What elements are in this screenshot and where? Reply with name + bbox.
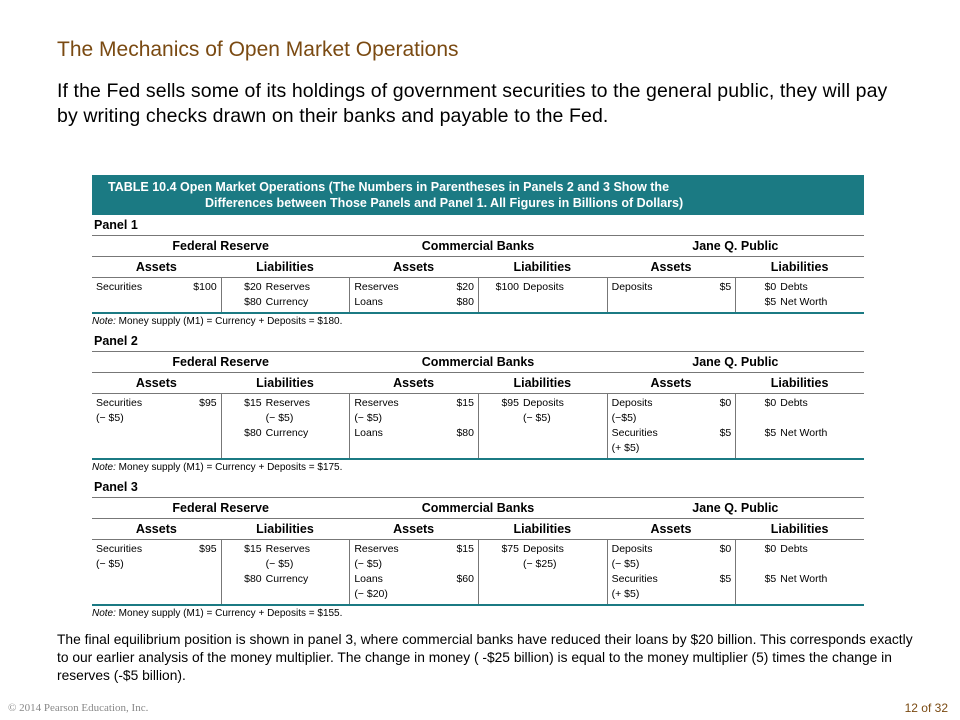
entry-label: Debts: [780, 397, 808, 409]
entry-amount: $5: [719, 573, 732, 585]
entry-amount: $0: [764, 397, 777, 409]
column-fed-assets: [92, 278, 221, 312]
side-header: Assets: [393, 522, 435, 536]
side-header: Assets: [650, 522, 692, 536]
entry-amount: $95: [199, 543, 217, 555]
entry-label: Loans: [354, 427, 383, 439]
entry-line: [612, 572, 732, 587]
entry-label: Reserves: [354, 543, 399, 555]
entry-line: [354, 572, 474, 587]
entry-label: Net Worth: [780, 573, 828, 585]
entry-line: [612, 426, 732, 441]
entry-line: [96, 280, 217, 295]
column-fed-assets: [92, 394, 221, 458]
side-header: Liabilities: [770, 522, 829, 536]
side-header: Liabilities: [770, 260, 829, 274]
entry-label: Deposits: [522, 397, 564, 409]
entry-amount: $15: [244, 543, 262, 555]
entry-line: [483, 542, 603, 557]
column-bank-liab: [478, 278, 607, 312]
entry-label: (− $5): [611, 558, 640, 570]
entry-label: Reserves: [265, 281, 311, 293]
group-header: Federal Reserve: [172, 501, 269, 515]
side-header-row: [92, 257, 864, 278]
side-header-row: [92, 373, 864, 394]
entry-label: (+ $5): [611, 442, 640, 454]
entry-line: [226, 295, 346, 310]
copyright: © 2014 Pearson Education, Inc.: [8, 702, 149, 714]
note-label: Note:: [92, 608, 116, 619]
entry-amount: $5: [764, 296, 777, 308]
entry-line: [612, 396, 732, 411]
note-text: Money supply (M1) = Currency + Deposits = $175.: [115, 462, 343, 473]
group-header-row: [92, 235, 864, 257]
entry-amount: $80: [244, 573, 262, 585]
entry-label: Deposits: [611, 543, 653, 555]
entry-amount: $95: [199, 397, 217, 409]
entry-label: Net Worth: [780, 296, 828, 308]
group-header-row: [92, 351, 864, 373]
entry-label: Deposits: [522, 543, 564, 555]
entry-line: [483, 396, 603, 411]
column-fed-assets: [92, 540, 221, 604]
entry-line: [354, 557, 474, 572]
entry-label: Securities: [611, 427, 658, 439]
group-header: Commercial Banks: [421, 355, 535, 369]
side-header: Assets: [393, 376, 435, 390]
entry-label: Loans: [354, 573, 383, 585]
column-pub-assets: [607, 540, 736, 604]
entry-line: [226, 572, 346, 587]
group-header: Jane Q. Public: [692, 355, 779, 369]
entry-amount: $20: [456, 281, 474, 293]
entry-label: Net Worth: [780, 427, 828, 439]
slide-title: The Mechanics of Open Market Operations: [57, 38, 459, 61]
entry-label: (−$5): [611, 412, 637, 424]
group-header: Jane Q. Public: [692, 501, 779, 515]
group-header: Commercial Banks: [421, 239, 535, 253]
group-header-row: [92, 497, 864, 519]
entry-line: [226, 411, 346, 426]
entry-amount: $80: [244, 427, 262, 439]
entry-amount: $5: [764, 427, 777, 439]
side-header: Liabilities: [256, 260, 314, 274]
entry-label: Deposits: [522, 281, 564, 293]
entry-amount: $0: [719, 397, 732, 409]
panel-body: [92, 278, 864, 314]
note-label: Note:: [92, 316, 116, 327]
entry-amount: $0: [764, 543, 777, 555]
table-title-line1: TABLE 10.4 Open Market Operations (The Numbers in Parentheses in Panels 2 and 3 Show the: [108, 180, 670, 194]
column-pub-assets: [607, 278, 736, 312]
side-header-row: [92, 519, 864, 540]
entry-label: Securities: [96, 543, 143, 555]
entry-amount: $100: [495, 281, 519, 293]
entry-label: Reserves: [354, 281, 399, 293]
entry-line: [612, 441, 732, 456]
entry-line: [740, 557, 860, 572]
panel-note: [92, 606, 864, 623]
entry-amount: $80: [456, 427, 474, 439]
side-header: Liabilities: [770, 376, 829, 390]
entry-label: (− $5): [354, 558, 383, 570]
column-pub-liab: [735, 540, 864, 604]
group-header: Jane Q. Public: [692, 239, 779, 253]
entry-line: [740, 411, 860, 426]
side-header: Liabilities: [256, 376, 314, 390]
entry-line: [96, 396, 217, 411]
entry-label: Securities: [96, 281, 143, 293]
entry-line: [226, 542, 346, 557]
entry-label: (− $25): [522, 558, 557, 570]
page-number: 12 of 32: [904, 701, 948, 715]
entry-amount: $60: [456, 573, 474, 585]
entry-line: [96, 542, 217, 557]
entry-amount: $0: [719, 543, 732, 555]
entry-line: [612, 280, 732, 295]
panel-note: [92, 460, 864, 477]
panel-label: Panel 2: [94, 334, 138, 348]
column-bank-liab: [478, 540, 607, 604]
entry-label: (− $5): [265, 412, 294, 424]
panel-label: Panel 1: [94, 218, 138, 232]
side-header: Assets: [393, 260, 435, 274]
entry-amount: $15: [456, 397, 474, 409]
entry-line: [354, 426, 474, 441]
column-pub-assets: [607, 394, 736, 458]
column-fed-liab: [221, 540, 350, 604]
entry-line: [483, 280, 603, 295]
entry-amount: $5: [764, 573, 777, 585]
entry-line: [226, 396, 346, 411]
entry-label: (− $5): [522, 412, 551, 424]
column-bank-assets: [349, 278, 478, 312]
entry-label: (− $20): [354, 588, 388, 600]
entry-label: Securities: [611, 573, 658, 585]
entry-label: Reserves: [265, 397, 311, 409]
entry-amount: $100: [193, 281, 217, 293]
table-panels: [92, 215, 864, 623]
entry-amount: $95: [501, 397, 519, 409]
entry-amount: $5: [719, 427, 732, 439]
entry-line: [612, 411, 732, 426]
entry-line: [483, 557, 603, 572]
entry-amount: $15: [456, 543, 474, 555]
note-text: Money supply (M1) = Currency + Deposits = $180.: [115, 316, 343, 327]
table-title: [92, 175, 864, 215]
entry-line: [354, 280, 474, 295]
entry-line: [226, 557, 346, 572]
group-header: Commercial Banks: [421, 501, 535, 515]
entry-label: Reserves: [265, 543, 311, 555]
group-header: Federal Reserve: [172, 239, 269, 253]
entry-line: [354, 411, 474, 426]
entry-label: (− $5): [265, 558, 294, 570]
side-header: Assets: [135, 522, 177, 536]
entry-line: [483, 411, 603, 426]
group-header: Federal Reserve: [172, 355, 269, 369]
side-header: Liabilities: [513, 260, 572, 274]
entry-line: [740, 572, 860, 587]
entry-line: [740, 426, 860, 441]
entry-line: [612, 587, 732, 602]
entry-label: Securities: [96, 397, 143, 409]
side-header: Assets: [650, 376, 692, 390]
side-header: Liabilities: [513, 376, 572, 390]
lead-paragraph: If the Fed sells some of its holdings of government securities to the general public, they will pay by writing checks drawn on their banks and payable to the Fed.: [57, 80, 888, 127]
entry-label: (− $5): [354, 412, 383, 424]
entry-line: [96, 557, 217, 572]
entry-line: [354, 542, 474, 557]
entry-line: [740, 396, 860, 411]
note-label: Note:: [92, 462, 116, 473]
entry-label: Deposits: [611, 397, 653, 409]
entry-label: Currency: [265, 427, 309, 439]
column-bank-liab: [478, 394, 607, 458]
column-bank-assets: [349, 394, 478, 458]
entry-label: (− $5): [96, 412, 124, 424]
side-header: Liabilities: [256, 522, 314, 536]
entry-amount: $15: [244, 397, 262, 409]
entry-line: [740, 542, 860, 557]
panel-note: [92, 314, 864, 331]
entry-line: [612, 557, 732, 572]
panel-body: [92, 540, 864, 606]
entry-amount: $0: [764, 281, 777, 293]
column-fed-liab: [221, 394, 350, 458]
column-pub-liab: [735, 394, 864, 458]
entry-amount: $75: [501, 543, 519, 555]
entry-label: (− $5): [96, 558, 124, 570]
entry-line: [354, 587, 474, 602]
entry-label: Currency: [265, 573, 309, 585]
entry-line: [226, 426, 346, 441]
entry-line: [226, 280, 346, 295]
side-header: Assets: [135, 376, 177, 390]
side-header: Assets: [650, 260, 692, 274]
entry-label: Debts: [780, 543, 808, 555]
table-10-4: [92, 175, 864, 623]
entry-amount: $80: [456, 296, 474, 308]
entry-amount: $5: [719, 281, 732, 293]
entry-line: [96, 411, 217, 426]
panel-label: Panel 3: [94, 480, 138, 494]
column-pub-liab: [735, 278, 864, 312]
column-fed-liab: [221, 278, 350, 312]
panel-body: [92, 394, 864, 460]
entry-label: Reserves: [354, 397, 399, 409]
entry-amount: $80: [244, 296, 262, 308]
entry-label: Debts: [780, 281, 808, 293]
entry-line: [354, 295, 474, 310]
entry-label: (+ $5): [611, 588, 640, 600]
note-text: Money supply (M1) = Currency + Deposits = $155.: [115, 608, 343, 619]
entry-label: Loans: [354, 296, 383, 308]
entry-line: [740, 295, 860, 310]
column-bank-assets: [349, 540, 478, 604]
side-header: Assets: [135, 260, 177, 274]
entry-label: Currency: [265, 296, 309, 308]
entry-amount: $20: [244, 281, 262, 293]
entry-line: [354, 396, 474, 411]
table-title-line2: Differences between Those Panels and Panel 1. All Figures in Billions of Dollars): [205, 196, 684, 210]
entry-line: [740, 280, 860, 295]
entry-line: [612, 542, 732, 557]
entry-label: Deposits: [611, 281, 653, 293]
side-header: Liabilities: [513, 522, 572, 536]
footer-paragraph: The final equilibrium position is shown in panel 3, where commercial banks have reduced their loans by $20 billion. This corresponds exactly to our earlier analysis of the money multiplier. The change in money ( -$25 billion) is equal to the money multiplier (5) times the change in reserves (-$5 billion).: [57, 632, 913, 683]
